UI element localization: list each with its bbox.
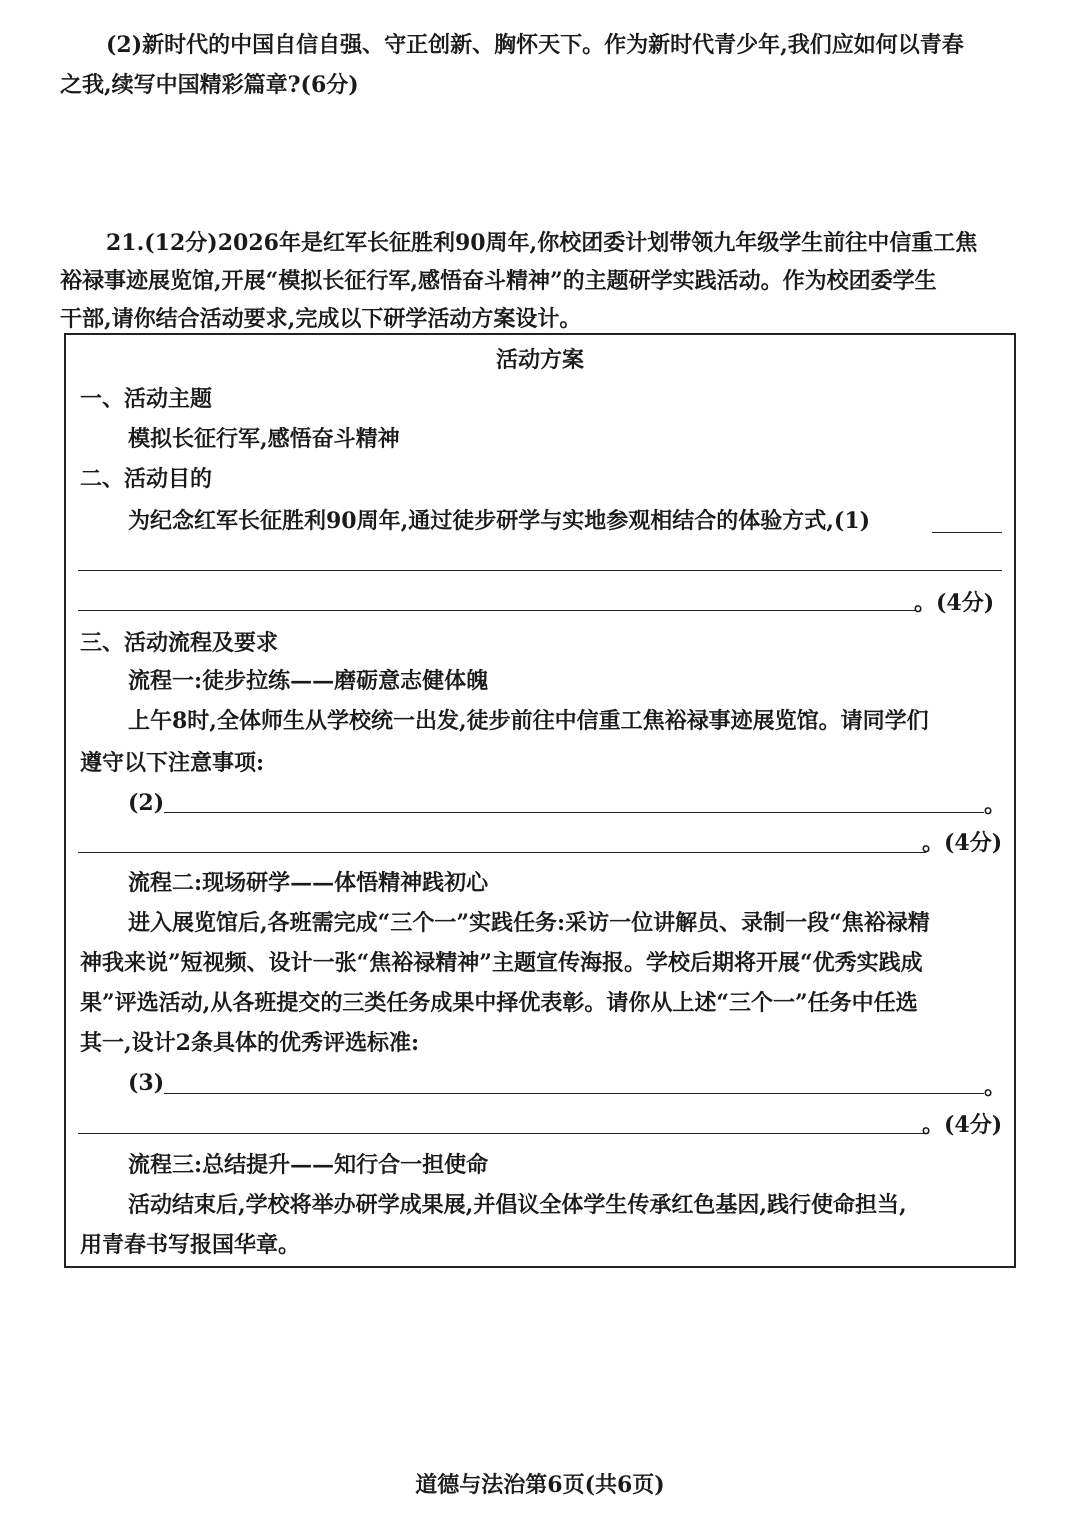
- flow1-text2: 遵守以下注意事项:: [80, 750, 265, 776]
- section2-heading: 二、活动目的: [80, 466, 213, 492]
- blank2-score: 。(4分): [922, 830, 1003, 856]
- q20-2-line2: 之我,续写中国精彩篇章?(6分): [60, 72, 359, 98]
- section3-heading: 三、活动流程及要求: [80, 630, 279, 656]
- blank2-end: 。: [984, 792, 1007, 818]
- flow2-text2: 神我来说”短视频、设计一张“焦裕禄精神”主题宣传海报。学校后期将开展“优秀实践成: [80, 950, 923, 976]
- answer-line-3a[interactable]: [164, 1093, 984, 1094]
- plan-title: 活动方案: [496, 347, 585, 373]
- answer-line-1c[interactable]: [78, 610, 916, 611]
- blank3-end: 。: [984, 1074, 1007, 1100]
- q21-line1: 21.(12分)2026年是红军长征胜利90周年,你校团委计划带领九年级学生前往中信重工焦: [106, 230, 978, 256]
- q21-line2: 裕禄事迹展览馆,开展“模拟长征行军,感悟奋斗精神”的主题研学实践活动。作为校团委学生: [60, 268, 937, 294]
- section2-score: 。(4分): [914, 590, 995, 616]
- flow2-title: 流程二:现场研学——体悟精神践初心: [128, 870, 489, 896]
- flow2-text1: 进入展览馆后,各班需完成“三个一”实践任务:采访一位讲解员、录制一段“焦裕禄精: [128, 910, 930, 936]
- page-footer: 道德与法治第6页(共6页): [415, 1472, 665, 1498]
- answer-line-2a[interactable]: [164, 812, 984, 813]
- answer-line-1a[interactable]: [932, 532, 1002, 533]
- section2-text: 为纪念红军长征胜利90周年,通过徒步研学与实地参观相结合的体验方式,(1): [128, 508, 871, 534]
- flow3-title: 流程三:总结提升——知行合一担使命: [128, 1152, 489, 1178]
- flow1-text1: 上午8时,全体师生从学校统一出发,徒步前往中信重工焦裕禄事迹展览馆。请同学们: [128, 708, 929, 734]
- answer-line-2b[interactable]: [78, 852, 926, 853]
- flow3-text1: 活动结束后,学校将举办研学成果展,并倡议全体学生传承红色基因,践行使命担当,: [128, 1192, 907, 1218]
- flow3-text2: 用青春书写报国华章。: [80, 1232, 301, 1258]
- blank2-label: (2): [128, 790, 165, 816]
- answer-line-3b[interactable]: [78, 1133, 926, 1134]
- flow2-text3: 果”评选活动,从各班提交的三类任务成果中择优表彰。请你从上述“三个一”任务中任选: [80, 990, 918, 1016]
- q20-2-line1: (2)新时代的中国自信自强、守正创新、胸怀天下。作为新时代青少年,我们应如何以青春: [106, 32, 964, 58]
- blank3-label: (3): [128, 1070, 165, 1096]
- q21-line3: 干部,请你结合活动要求,完成以下研学活动方案设计。: [60, 306, 582, 332]
- section1-text: 模拟长征行军,感悟奋斗精神: [128, 426, 400, 452]
- answer-line-1b[interactable]: [78, 570, 1002, 571]
- flow2-text4: 其一,设计2条具体的优秀评选标准:: [80, 1030, 420, 1056]
- blank3-score: 。(4分): [922, 1112, 1003, 1138]
- section1-heading: 一、活动主题: [80, 386, 213, 412]
- flow1-title: 流程一:徒步拉练——磨砺意志健体魄: [128, 668, 489, 694]
